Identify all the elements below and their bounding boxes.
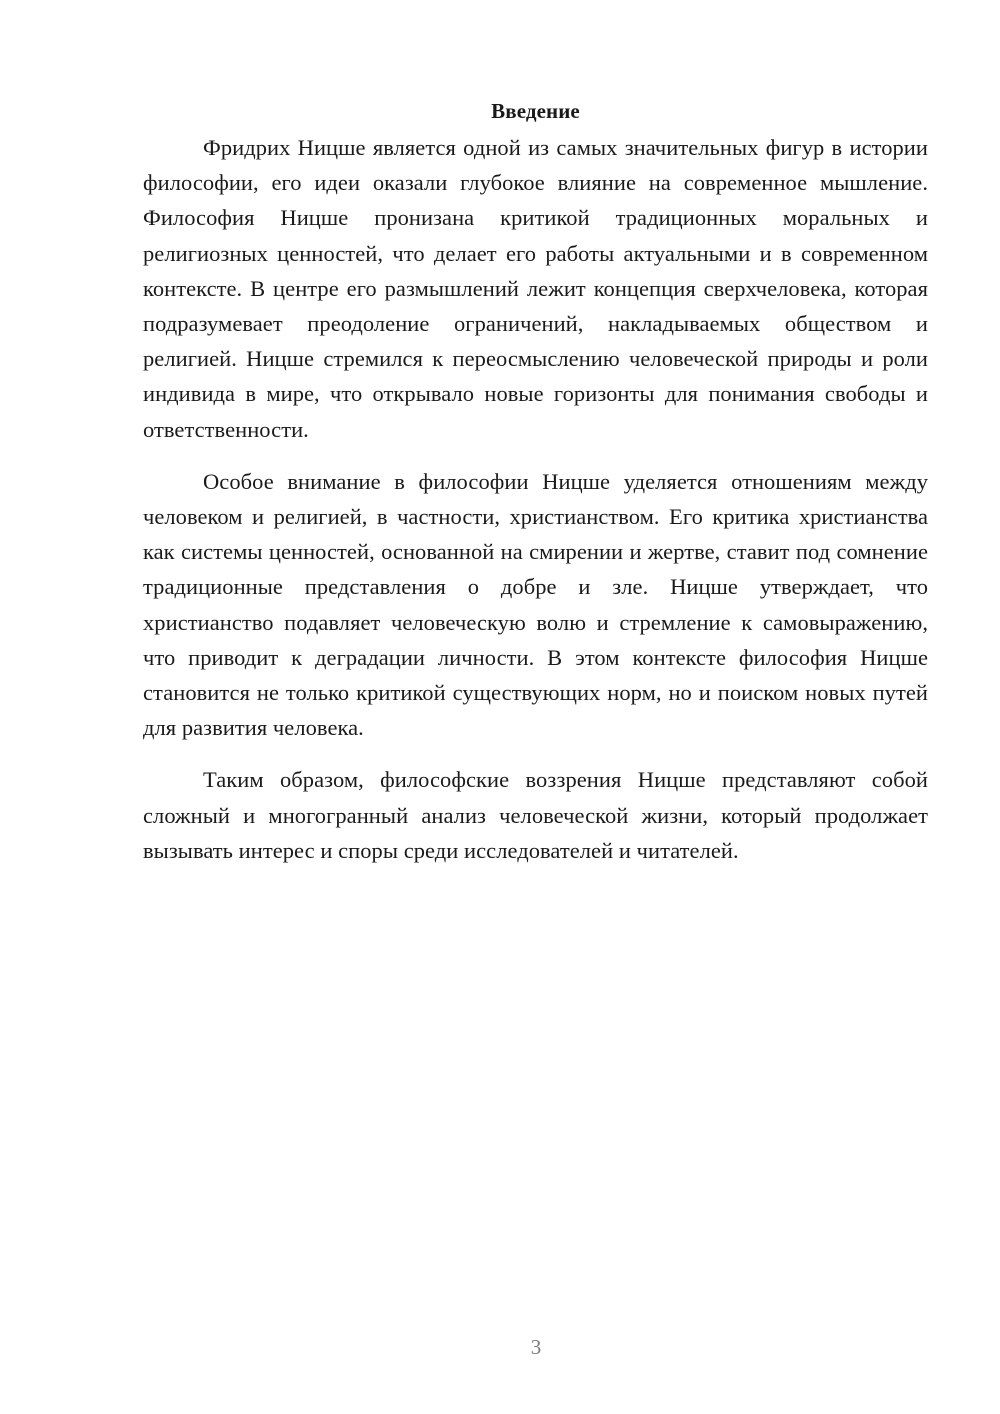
paragraph-2: Особое внимание в философии Ницше уделяется отношениям между человеком и религией, в частности, христианством. Его критика христианства как системы ценностей, основанной на смирении и жертве, ставит под сомнение традиционные представления о добре и зле. Ницше утверждает, что христианство подавляет человеческую волю и стремление к самовыражению, что приводит к деградации личности. В этом контексте философия Ницше становится не только критикой существующих норм, но и поиском новых путей для развития человека. (143, 468, 928, 741)
page-number: 3 (530, 1335, 542, 1359)
paragraph-3: Таким образом, философские воззрения Ницше представляют собой сложный и многогранный анализ человеческой жизни, который продолжает вызывать интерес и споры среди исследователей и читателей. (143, 767, 928, 863)
paragraph-1: Фридрих Ницше является одной из самых значительных фигур в истории философии, его идеи оказали глубокое влияние на современное мышление. Философия Ницше пронизана критикой традиционных моральных и религиозных ценностей, что делает его работы актуальными и в современном контексте. В центре его размышлений лежит концепция сверхчеловека, которая подразумевает преодоление ограничений, накладываемых обществом и религией. Ницше стремился к переосмыслению человеческой природы и роли индивида в мире, что открывало новые горизонты для понимания свободы и ответственности. (143, 135, 928, 442)
section-heading: Введение (491, 99, 580, 123)
page-content (143, 96, 928, 885)
